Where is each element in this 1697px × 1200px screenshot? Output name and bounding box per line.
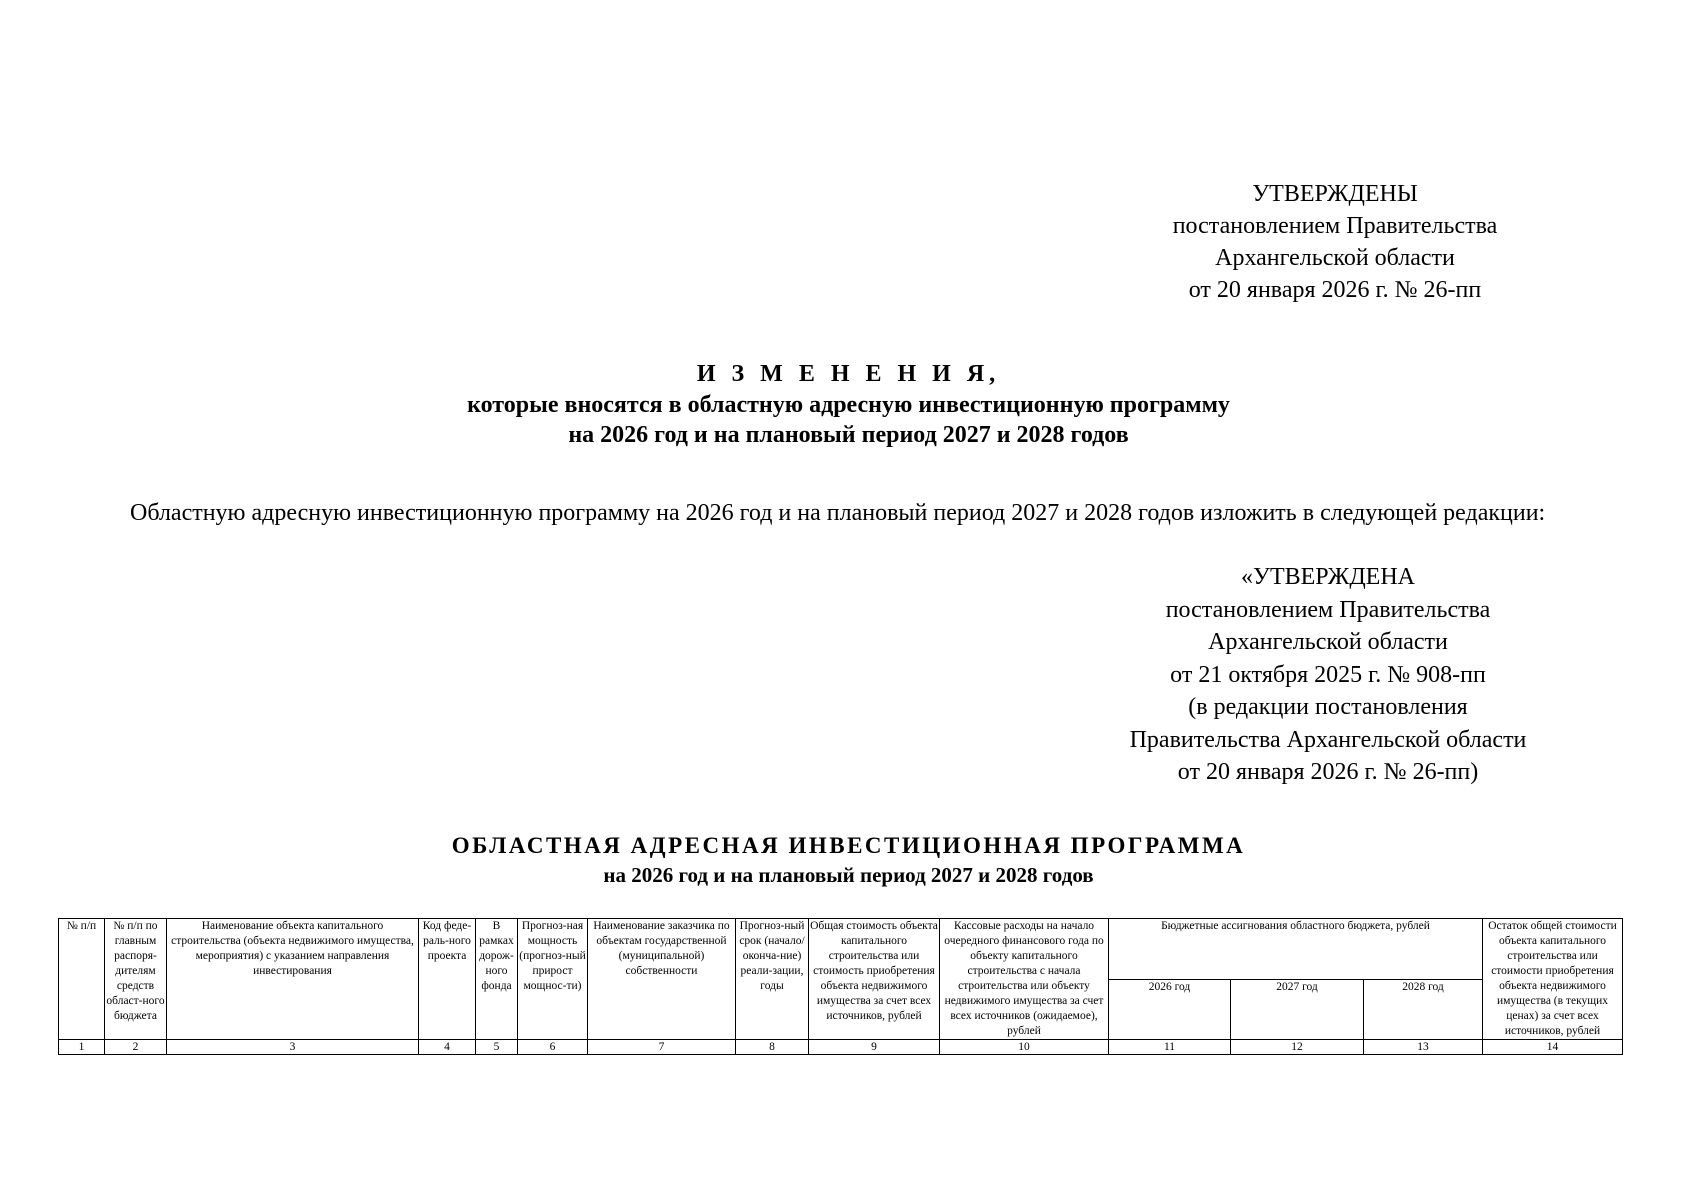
column-number: 1 (59, 1040, 105, 1055)
header-col-11: 2026 год (1109, 979, 1231, 1040)
program-approval-line: (в редакции постановления (1188, 694, 1468, 720)
header-col-4: Код феде-раль-ного проекта (419, 919, 476, 1040)
header-col-13: 2028 год (1364, 979, 1483, 1040)
column-number-row (59, 1040, 1623, 1055)
program-approval-line: Правительства Архангельской области (1129, 726, 1527, 753)
header-col-10: Кассовые расходы на начало очередного финансового года по объекту капитального строительства с начала строительства или объекту недвижимого имущества за счет всех источников (ожидаемое), рублей (940, 919, 1109, 1040)
program-approval-line: от 20 января 2026 г. № 26-пп) (1177, 759, 1479, 785)
header-col-14: Остаток общей стоимости объекта капитального строительства или стоимости приобретения объекта недвижимого имущества (в текущих ценах) за счет всех источников, рублей (1483, 919, 1623, 1040)
column-number: 7 (588, 1040, 736, 1055)
program-subtitle: на 2026 год и на плановый период 2027 и 2028 годов (603, 863, 1094, 887)
header-budget-group: Бюджетные ассигнования областного бюджета, рублей (1109, 919, 1483, 980)
program-table (58, 918, 1623, 1055)
header-col-5: В рамках дорож-ного фонда (476, 919, 518, 1040)
header-col-1: № п/п (59, 919, 105, 1040)
approval-line: Архангельской области (1215, 245, 1455, 271)
header-col-9: Общая стоимость объекта капитального строительства или стоимость приобретения объекта недвижимого имущества за счет всех источников, рублей (809, 919, 940, 1040)
header-col-2: № п/п по главным распоря-дителям средств област-ного бюджета (105, 919, 167, 1040)
column-number: 8 (736, 1040, 809, 1055)
column-number: 13 (1364, 1040, 1483, 1055)
column-number: 3 (167, 1040, 419, 1055)
program-approval-line: Архангельской области (1208, 629, 1448, 655)
intro-paragraph: Областную адресную инвестиционную программу на 2026 год и на плановый период 2027 и 2028 годов изложить в следующей редакции: (130, 500, 1546, 526)
program-approval-block (1075, 561, 1581, 789)
program-approval-line: постановлением Правительства (1165, 596, 1491, 623)
header-col-8: Прогноз-ный срок (начало/ оконча-ние) реали-зации, годы (736, 919, 809, 1040)
header-col-12: 2027 год (1231, 979, 1364, 1040)
column-number: 6 (518, 1040, 588, 1055)
column-number: 14 (1483, 1040, 1623, 1055)
program-approval-title: «УТВЕРЖДЕНА (1240, 564, 1416, 590)
header-col-3: Наименование объекта капитального строительства (объекта недвижимого имущества, мероприятия) с указанием направления инвестирования (167, 919, 419, 1040)
changes-subtitle: на 2026 год и на плановый период 2027 и 2028 годов (568, 422, 1129, 448)
program-heading (0, 831, 1697, 889)
column-number: 10 (940, 1040, 1109, 1055)
program-title: ОБЛАСТНАЯ АДРЕСНАЯ ИНВЕСТИЦИОННАЯ ПРОГРАММА (451, 833, 1246, 858)
changes-heading (0, 358, 1697, 450)
column-number: 9 (809, 1040, 940, 1055)
column-number: 11 (1109, 1040, 1231, 1055)
header-col-6: Прогноз-ная мощность (прогноз-ный прирост мощнос-ти) (518, 919, 588, 1040)
changes-title: И З М Е Н Е Н И Я, (696, 361, 1001, 387)
approval-line: от 20 января 2026 г. № 26-пп (1188, 277, 1482, 303)
approval-line: постановлением Правительства (1172, 213, 1498, 239)
column-number: 4 (419, 1040, 476, 1055)
approval-stamp-block (1140, 178, 1530, 306)
changes-subtitle: которые вносятся в областную адресную инвестиционную программу (467, 392, 1230, 418)
column-number: 2 (105, 1040, 167, 1055)
approval-title: УТВЕРЖДЕНЫ (1252, 181, 1418, 207)
program-approval-line: от 21 октября 2025 г. № 908-пп (1170, 661, 1486, 688)
header-col-7: Наименование заказчика по объектам государственной (муниципальной) собственности (588, 919, 736, 1040)
column-number: 12 (1231, 1040, 1364, 1055)
column-number: 5 (476, 1040, 518, 1055)
